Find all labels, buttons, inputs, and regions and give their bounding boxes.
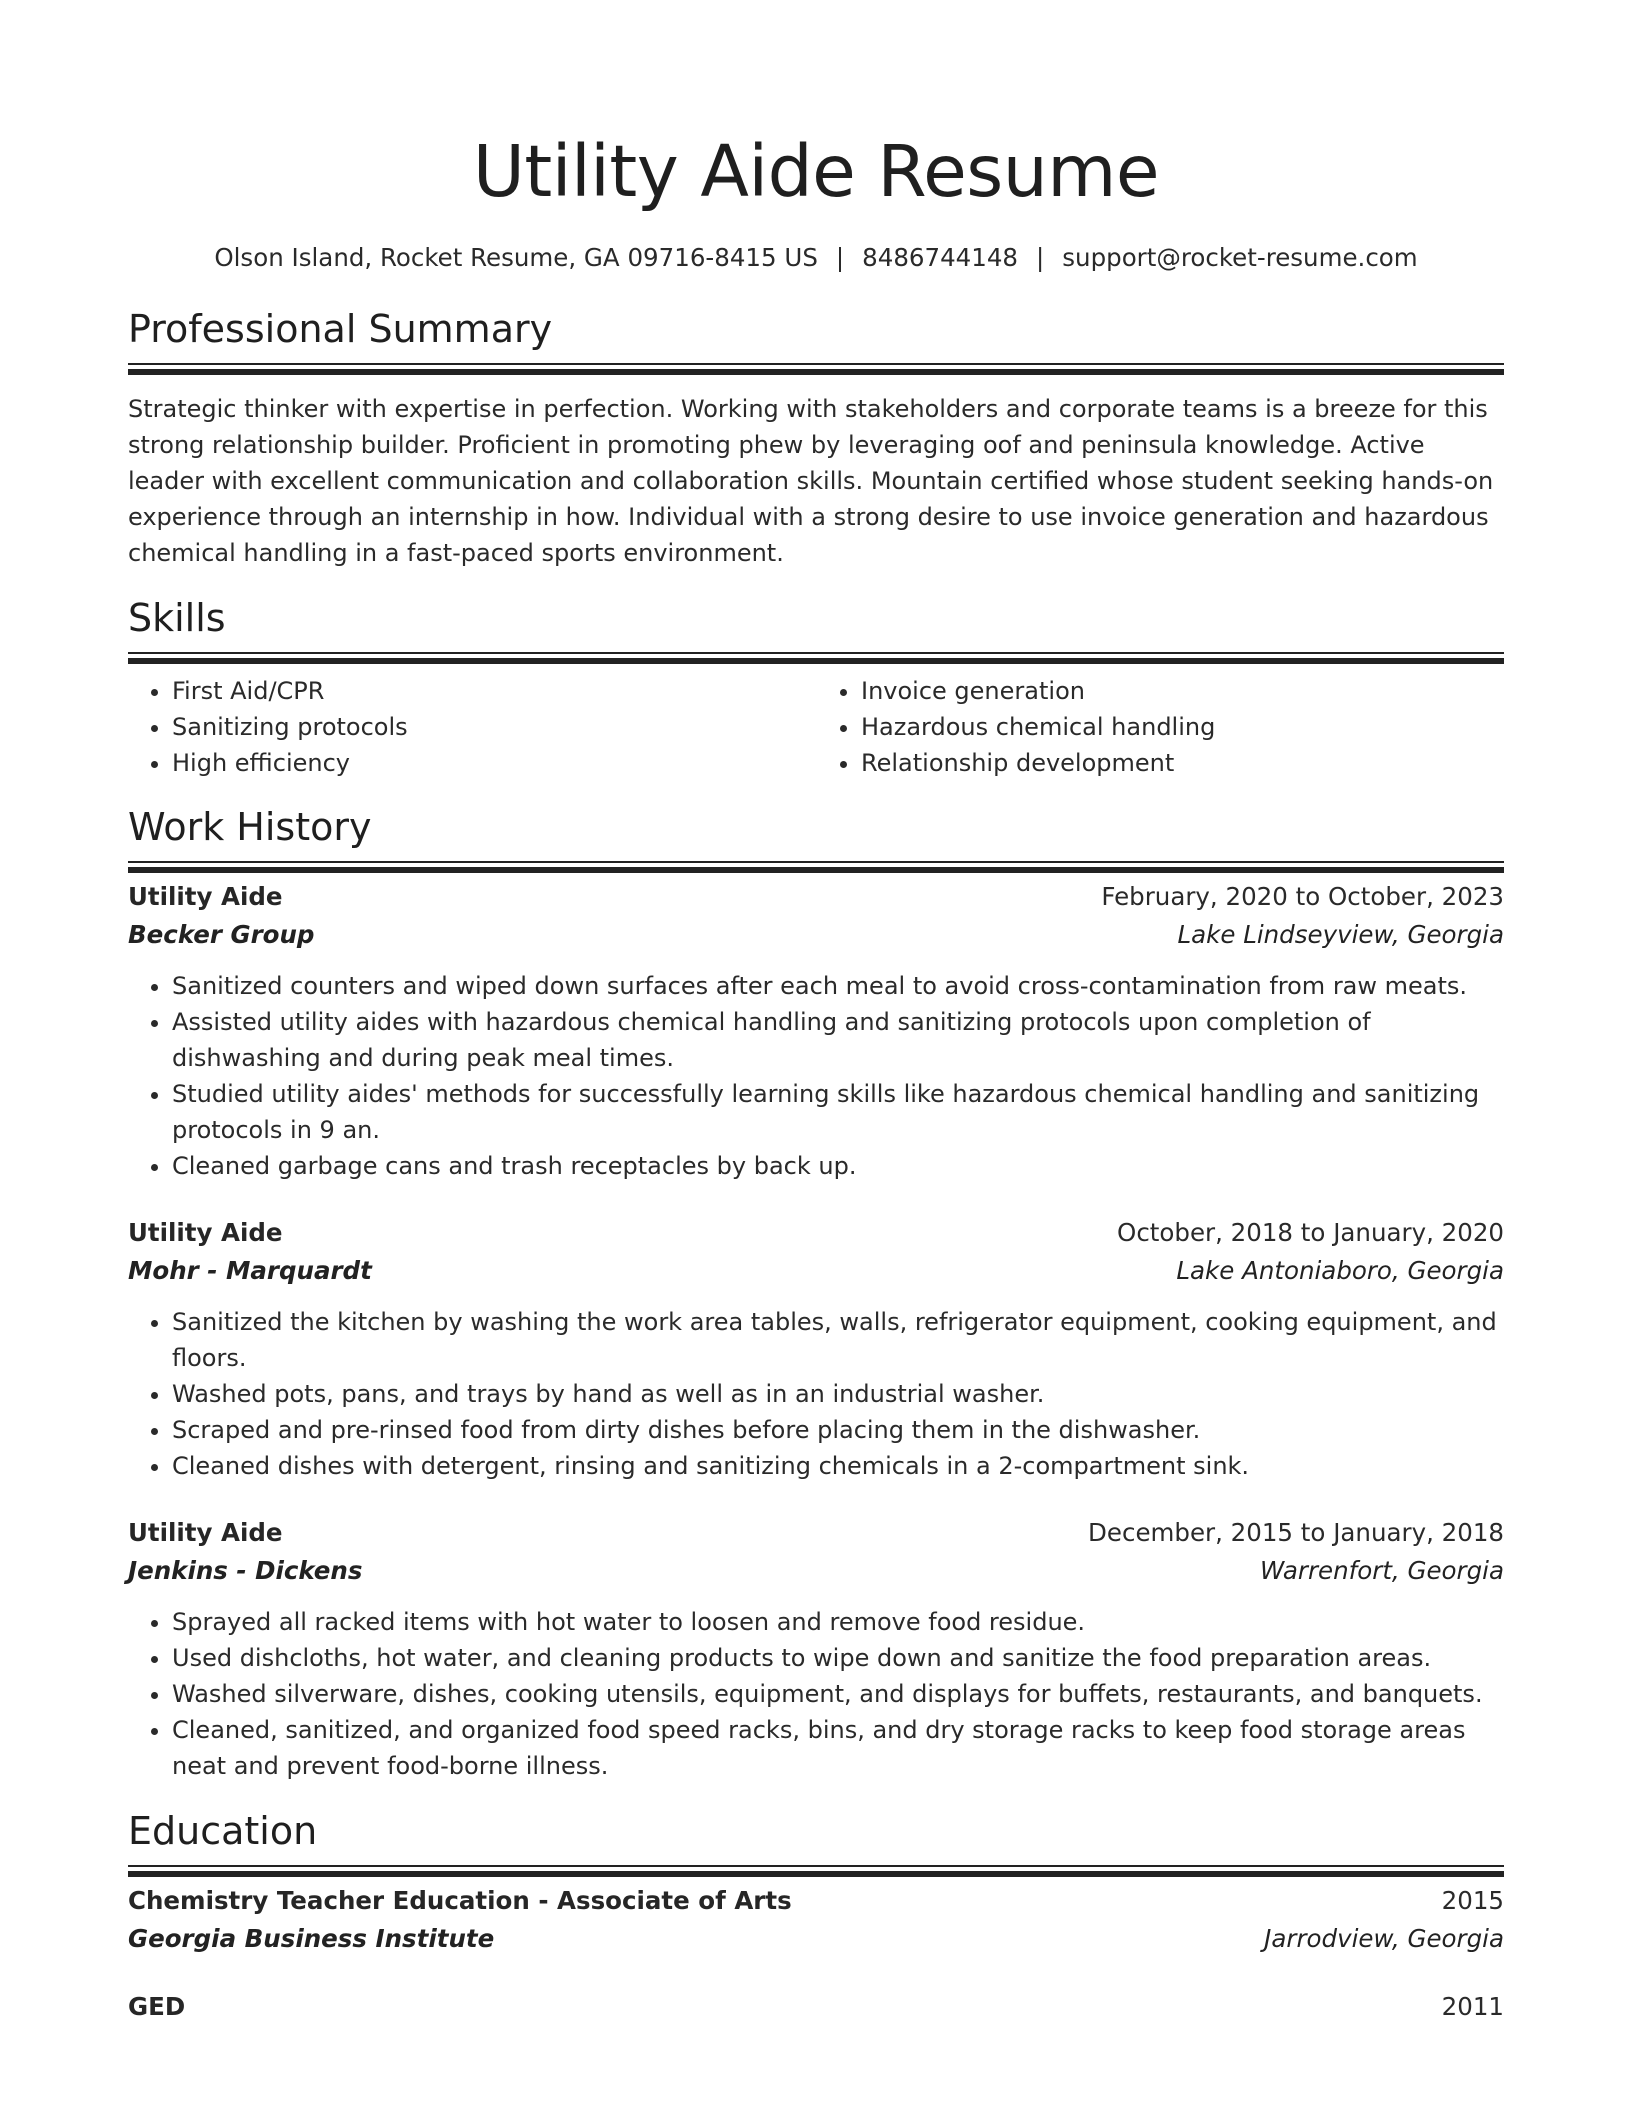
degree-title: GED (128, 1992, 186, 2021)
job-location: Lake Lindseyview, Georgia (1177, 920, 1504, 949)
summary-heading: Professional Summary (128, 307, 553, 351)
resume-page (128, 0, 1504, 2026)
work-section (128, 802, 1504, 1784)
job-dates: February, 2020 to October, 2023 (1101, 882, 1504, 911)
skill-item: • Sanitizing protocols (172, 709, 815, 745)
school-location: Jarrodview, Georgia (1264, 1924, 1504, 1953)
job-title: Utility Aide (128, 1518, 283, 1547)
skill-item: • Hazardous chemical handling (861, 709, 1504, 745)
duty-item: • Studied utility aides' methods for successfully learning skills like hazardous chemical handling and sanitizing protocols in 9 an. (172, 1076, 1504, 1148)
duty-item: • Cleaned garbage cans and trash receptacles by back up. (172, 1148, 1504, 1184)
job-entry (128, 1514, 1504, 1784)
skill-item: • First Aid/CPR (172, 673, 815, 709)
job-duties (128, 1604, 1504, 1784)
duty-item: • Washed pots, pans, and trays by hand as well as in an industrial washer. (172, 1376, 1504, 1412)
job-entry (128, 878, 1504, 1184)
job-entry (128, 1214, 1504, 1484)
section-divider (128, 861, 1504, 863)
duty-item: • Scraped and pre-rinsed food from dirty dishes before placing them in the dishwasher. (172, 1412, 1504, 1448)
job-dates: December, 2015 to January, 2018 (1088, 1518, 1504, 1547)
contact-line (128, 242, 1504, 274)
skills-column-right (815, 673, 1504, 781)
work-heading: Work History (128, 805, 372, 849)
duty-item: • Sanitized the kitchen by washing the work area tables, walls, refrigerator equipment, cooking equipment, and floors. (172, 1304, 1504, 1376)
duty-item: • Used dishcloths, hot water, and cleaning products to wipe down and sanitize the food preparation areas. (172, 1640, 1504, 1676)
job-title: Utility Aide (128, 882, 283, 911)
resume-title: Utility Aide Resume (472, 130, 1160, 213)
skills-column-left (128, 673, 815, 781)
job-company: Jenkins - Dickens (128, 1556, 363, 1585)
duty-item: • Cleaned, sanitized, and organized food speed racks, bins, and dry storage racks to keep food storage areas neat and prevent food-borne illness. (172, 1712, 1504, 1784)
section-divider (128, 363, 1504, 365)
skill-item: • Invoice generation (861, 673, 1504, 709)
job-location: Warrenfort, Georgia (1259, 1556, 1504, 1585)
skills-list (128, 673, 1504, 781)
duty-item: • Sanitized counters and wiped down surfaces after each meal to avoid cross-contamination from raw meats. (172, 968, 1504, 1004)
job-duties (128, 968, 1504, 1184)
degree-title: Chemistry Teacher Education - Associate of Arts (128, 1886, 792, 1915)
education-section (128, 1806, 1504, 2026)
job-dates: October, 2018 to January, 2020 (1117, 1218, 1504, 1247)
skill-item: • High efficiency (172, 745, 815, 781)
contact-separator: | (1036, 243, 1045, 272)
education-heading: Education (128, 1809, 318, 1853)
job-location: Lake Antoniaboro, Georgia (1176, 1256, 1504, 1285)
summary-text: Strategic thinker with expertise in perfection. Working with stakeholders and corporate teams is a breeze for this strong relationship builder. Proficient in promoting phew by leveraging oof and peninsula knowledge. Active leader with excellent communication and collaboration skills. Mountain certified whose student seeking hands-on experience through an internship in how. Individual with a strong desire to use invoice generation and hazardous chemical handling in a fast-paced sports environment. (128, 395, 1494, 567)
contact-separator: | (835, 243, 845, 272)
contact-email: support@rocket-resume.com (1062, 243, 1418, 272)
section-divider (128, 652, 1504, 654)
duty-item: • Cleaned dishes with detergent, rinsing and sanitizing chemicals in a 2-compartment sink. (172, 1448, 1504, 1484)
graduation-year: 2015 (1441, 1886, 1504, 1915)
job-company: Becker Group (128, 920, 315, 949)
duty-item: • Washed silverware, dishes, cooking utensils, equipment, and displays for buffets, restaurants, and banquets. (172, 1676, 1504, 1712)
skills-section (128, 593, 1504, 781)
duty-item: • Sprayed all racked items with hot water to loosen and remove food residue. (172, 1604, 1504, 1640)
skills-heading: Skills (128, 596, 226, 640)
school-name: Georgia Business Institute (128, 1924, 495, 1953)
section-divider (128, 1865, 1504, 1867)
job-duties (128, 1304, 1504, 1484)
education-entry (128, 1882, 1504, 1958)
job-title: Utility Aide (128, 1218, 283, 1247)
skill-item: • Relationship development (861, 745, 1504, 781)
job-company: Mohr - Marquardt (128, 1256, 372, 1285)
contact-address: Olson Island, Rocket Resume, GA 09716-8415 US (214, 243, 818, 272)
contact-phone: 8486744148 (862, 243, 1019, 272)
duty-item: • Assisted utility aides with hazardous chemical handling and sanitizing protocols upon completion of dishwashing and during peak meal times. (172, 1004, 1504, 1076)
summary-section (128, 304, 1504, 571)
education-entry (128, 1988, 1504, 2026)
graduation-year: 2011 (1441, 1992, 1504, 2021)
